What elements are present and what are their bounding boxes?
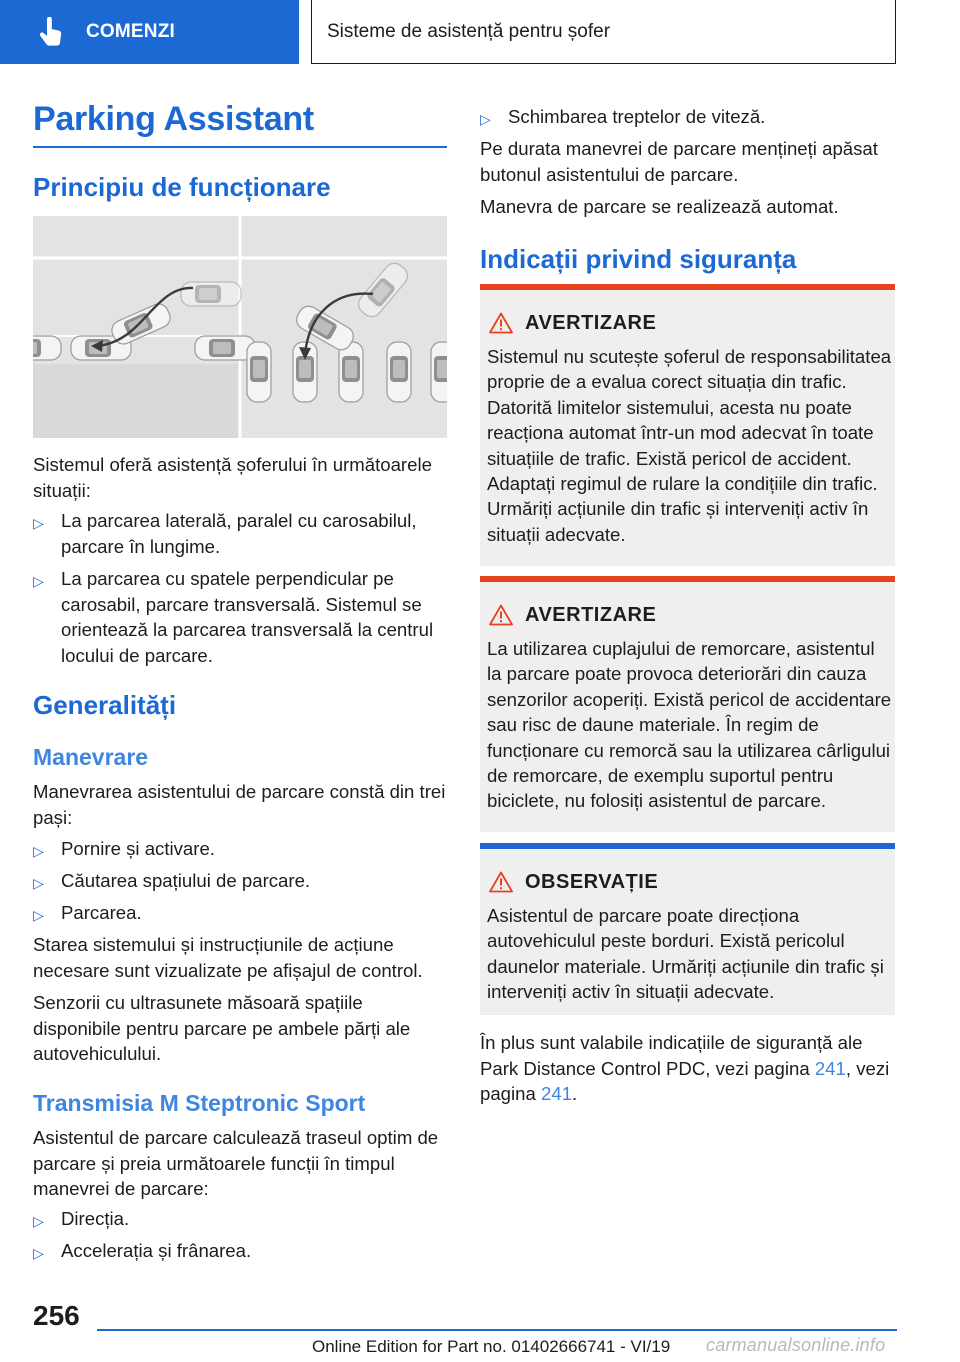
list-item: ▷ Direcția.: [33, 1206, 447, 1232]
section-title: Sisteme de asistență pentru șofer: [327, 20, 611, 42]
auto-paragraph: Manevra de parcare se realizează automat.: [480, 196, 839, 217]
chapter-tab[interactable]: [0, 0, 299, 64]
footer-rule: [97, 1329, 897, 1331]
triangle-bullet-icon: ▷: [33, 907, 44, 923]
pdc-paragraph: În plus sunt valabile indicațiile de siguranță ale Park Distance Control PDC, vezi pagina 241, vezi pagina 241.: [480, 1032, 890, 1105]
warning-text: Sistemul nu scutește șoferul de responsabilitatea proprie de a evalua corect situația din trafic. Datorită limitelor sistemului, acesta nu poate reacționa automat într-un mod adecvat în toate situațiile de trafic. Există pericol de accident. Adaptați regimul de rulare la condițiile din trafic. Urmăriți acțiunile din trafic și interveniți activ în situații adecvate.: [487, 346, 892, 545]
watermark: carmanualsonline.info: [706, 1335, 886, 1355]
hand-pointer-icon: [38, 17, 66, 47]
list-item: ▷ Accelerația și frânarea.: [33, 1238, 447, 1264]
warning-box: [480, 576, 895, 832]
triangle-bullet-icon: ▷: [480, 111, 491, 127]
chapter-tab-label: COMENZI: [86, 21, 176, 42]
note-box: [480, 843, 895, 1015]
warning-bar: [480, 576, 895, 582]
hold-paragraph: Pe durata manevrei de parcare mențineți apăsat butonul asistentului de parcare.: [480, 138, 878, 185]
warning-text: La utilizarea cuplajului de remorcare, asistentul la parcare poate provoca deteriorări din cauza senzorilor acoperiți. Există pericol de accidentare sau risc de daune materiale. În regim de funcționare cu remorcă sau la utilizarea cârligului de remorcare, de exemplu suportul pentru biciclete, nu folosiți asistentul de parcare.: [487, 638, 892, 812]
heading-safety: Indicații privind siguranța: [480, 244, 797, 274]
page-title: Parking Assistant: [33, 100, 314, 138]
parking-diagram: [33, 216, 447, 438]
heading-maneuver: Manevrare: [33, 744, 149, 770]
page-link[interactable]: 241: [541, 1083, 573, 1105]
list-item: ▷ Pornire și activare.: [33, 836, 447, 862]
note-label: OBSERVAȚIE: [525, 871, 659, 893]
warning-triangle-icon: [489, 312, 513, 334]
status-paragraph: Starea sistemului și instrucțiunile de acțiune necesare sunt vizualizate pe afișajul de control.: [33, 934, 423, 981]
triangle-bullet-icon: ▷: [33, 843, 44, 859]
triangle-bullet-icon: ▷: [33, 515, 44, 531]
list-item: ▷ Căutarea spațiului de parcare.: [33, 868, 447, 894]
warning-bar: [480, 284, 895, 290]
sensor-paragraph: Senzorii cu ultrasunete măsoară spațiile disponibile pentru parcare pe ambele părți ale autovehiculului.: [33, 992, 411, 1065]
warning-triangle-icon: [489, 604, 513, 626]
list-item: ▷ Schimbarea treptelor de viteză.: [480, 104, 895, 130]
maneuver-paragraph: Manevrarea asistentului de parcare constă din trei pași:: [33, 781, 446, 828]
note-bar: [480, 843, 895, 849]
parking-illustration: [33, 216, 447, 438]
triangle-bullet-icon: ▷: [33, 1213, 44, 1229]
list-item: ▷ Parcarea.: [33, 900, 447, 926]
heading-transmission: Transmisia M Steptronic Sport: [33, 1090, 366, 1116]
list-item: ▷ La parcarea cu spatele perpendicular pe carosabil, parcare transversală. Sistemul se orientează la parcarea transversală la centrul locului de parcare.: [33, 568, 434, 666]
page-number: 256: [33, 1300, 80, 1331]
edition-text: Online Edition for Part no. 01402666741 - VI/19: [312, 1337, 671, 1356]
list-item: ▷ La parcarea laterală, paralel cu carosabilul, parcare în lungime.: [33, 510, 417, 557]
warning-box: [480, 284, 895, 566]
transmission-paragraph: Asistentul de parcare calculează traseul optim de parcare și preia următoarele funcții în timpul manevrei de parcare:: [33, 1127, 439, 1200]
warning-label: AVERTIZARE: [525, 604, 657, 626]
title-underline: [33, 146, 447, 148]
triangle-bullet-icon: ▷: [33, 875, 44, 891]
page-link[interactable]: 241: [814, 1057, 846, 1079]
warning-triangle-icon: [489, 871, 513, 893]
triangle-bullet-icon: ▷: [33, 573, 44, 589]
heading-general: Generalități: [33, 690, 177, 720]
heading-principle: Principiu de funcționare: [33, 172, 331, 202]
triangle-bullet-icon: ▷: [33, 1245, 44, 1261]
warning-label: AVERTIZARE: [525, 312, 657, 334]
note-text: Asistentul de parcare poate direcționa autovehiculul peste borduri. Există pericolul daunelor materiale. Urmăriți acțiunile din trafic și interveniți activ în situații adecvate.: [487, 905, 884, 1003]
section-header: [311, 0, 896, 64]
intro-paragraph: Sistemul oferă asistență șoferului în următoarele situații:: [33, 454, 432, 501]
